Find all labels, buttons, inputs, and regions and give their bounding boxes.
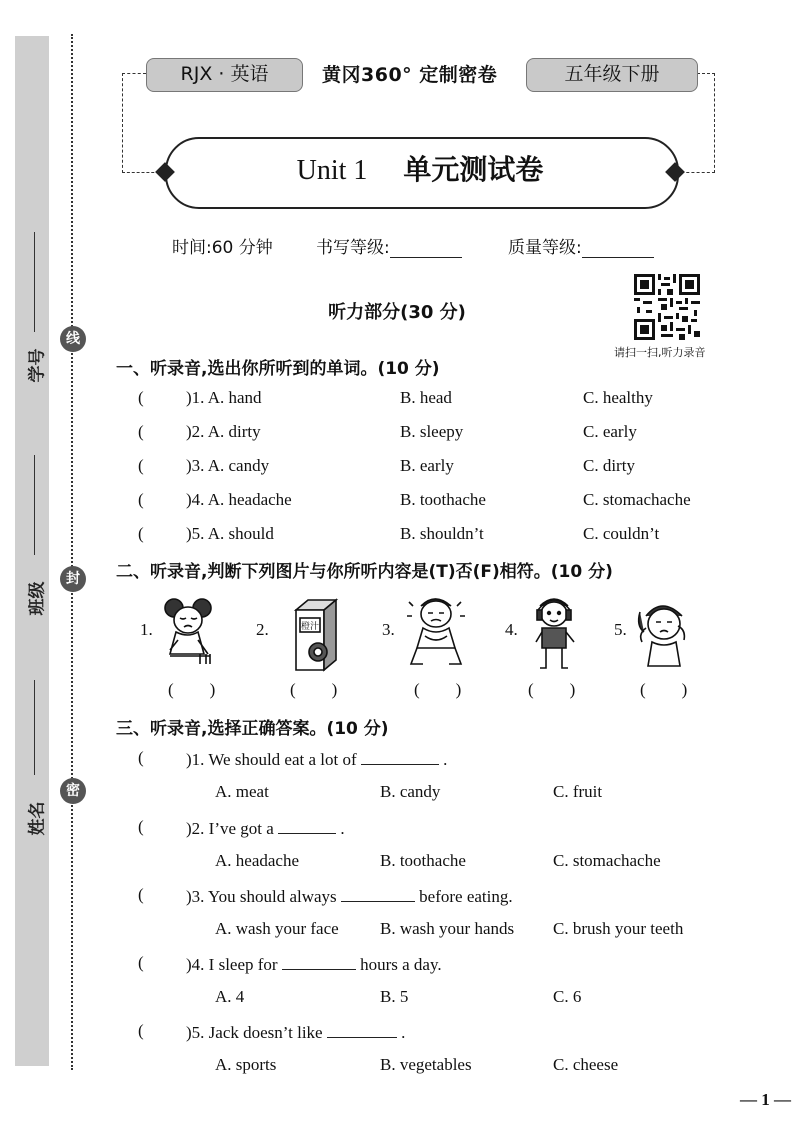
quality-grade: 质量等级: bbox=[508, 233, 654, 258]
test-name: 单元测试卷 bbox=[403, 155, 544, 186]
choice-a: A. headache bbox=[215, 851, 300, 870]
header-dash bbox=[714, 73, 715, 173]
writing-grade: 书写等级: bbox=[316, 233, 462, 258]
choice-a: A. 4 bbox=[215, 987, 245, 1006]
answer-bracket[interactable]: ( bbox=[138, 1021, 144, 1040]
question-option-c: C. stomachache bbox=[583, 490, 691, 509]
question-option-a: )4. A. headache bbox=[186, 490, 292, 509]
grade-pill: 五年级下册 bbox=[526, 58, 698, 92]
question-option-b: B. head bbox=[400, 388, 452, 407]
question-option-a: )3. A. candy bbox=[186, 456, 270, 475]
question-stem: )2. I’ve got a . bbox=[186, 819, 345, 838]
juice-carton-label: 橙汁 bbox=[300, 622, 320, 632]
pic-number: 5. bbox=[614, 620, 627, 639]
fill-blank[interactable] bbox=[282, 953, 356, 970]
question-option-b: B. sleepy bbox=[400, 422, 464, 441]
seal-secret-badge: 密 bbox=[60, 778, 86, 804]
fill-blank[interactable] bbox=[361, 748, 439, 765]
choice-b: B. vegetables bbox=[380, 1055, 472, 1074]
part1-title: 一、听录音,选出你所听到的单词。(10 分) bbox=[116, 359, 440, 379]
question-stem: )4. I sleep for hours a day. bbox=[186, 955, 442, 974]
time-info: 时间:60 分钟 bbox=[172, 238, 273, 258]
student-id-label: 学号 bbox=[27, 348, 48, 383]
choice-c: C. fruit bbox=[553, 782, 603, 801]
page-number: — 1 — bbox=[740, 1090, 791, 1109]
writing-grade-field[interactable] bbox=[390, 240, 462, 258]
seal-line-badge: 线 bbox=[60, 326, 86, 352]
fill-blank[interactable] bbox=[278, 817, 336, 834]
question-option-c: C. healthy bbox=[583, 388, 653, 407]
choice-c: C. 6 bbox=[553, 987, 582, 1006]
answer-bracket[interactable]: ( ) bbox=[640, 680, 688, 699]
answer-bracket[interactable]: ( bbox=[138, 456, 144, 475]
page-title bbox=[165, 148, 675, 188]
unit-label: Unit 1 bbox=[296, 155, 368, 186]
answer-bracket[interactable]: ( ) bbox=[528, 680, 576, 699]
choice-b: B. wash your hands bbox=[380, 919, 515, 938]
choice-c: C. brush your teeth bbox=[553, 919, 684, 938]
pic-number: 3. bbox=[382, 620, 395, 639]
girl-with-toothache-icon bbox=[632, 596, 694, 668]
qr-code-icon[interactable] bbox=[634, 274, 700, 340]
quality-grade-field[interactable] bbox=[582, 240, 654, 258]
pic-number: 1. bbox=[140, 620, 153, 639]
boy-with-stomachache-icon bbox=[403, 592, 469, 672]
name-label: 姓名 bbox=[27, 801, 48, 836]
class-line bbox=[34, 455, 35, 555]
question-option-a: )5. A. should bbox=[186, 524, 274, 543]
boy-with-headphones-icon bbox=[528, 592, 580, 674]
pic-number: 2. bbox=[256, 620, 269, 639]
answer-bracket[interactable]: ( bbox=[138, 388, 144, 407]
answer-bracket[interactable]: ( bbox=[138, 953, 144, 972]
header-dash bbox=[122, 73, 123, 173]
choice-a: A. wash your face bbox=[215, 919, 339, 938]
header-dash bbox=[122, 73, 146, 74]
header-dash bbox=[697, 73, 715, 74]
answer-bracket[interactable]: ( ) bbox=[414, 680, 462, 699]
question-option-c: C. early bbox=[583, 422, 637, 441]
girl-sitting-sad-icon bbox=[158, 596, 218, 668]
answer-bracket[interactable]: ( bbox=[138, 817, 144, 836]
question-option-b: B. early bbox=[400, 456, 454, 475]
question-option-b: B. toothache bbox=[400, 490, 486, 509]
pic-number: 4. bbox=[505, 620, 518, 639]
series-title: 黄冈360° 定制密卷 bbox=[322, 64, 498, 86]
name-line bbox=[34, 680, 35, 775]
listening-heading: 听力部分(30 分) bbox=[328, 302, 466, 323]
binding-margin bbox=[15, 36, 49, 1066]
answer-bracket[interactable]: ( bbox=[138, 422, 144, 441]
answer-bracket[interactable]: ( bbox=[138, 885, 144, 904]
juice-carton-icon bbox=[288, 596, 344, 674]
answer-bracket[interactable]: ( ) bbox=[290, 680, 338, 699]
question-option-a: )2. A. dirty bbox=[186, 422, 261, 441]
fill-blank[interactable] bbox=[327, 1021, 397, 1038]
subject-pill: RJX · 英语 bbox=[146, 58, 303, 92]
choice-b: B. toothache bbox=[380, 851, 466, 870]
choice-a: A. sports bbox=[215, 1055, 277, 1074]
question-option-a: )1. A. hand bbox=[186, 388, 262, 407]
cut-line bbox=[71, 34, 73, 1070]
choice-c: C. stomachache bbox=[553, 851, 661, 870]
question-stem: )3. You should always before eating. bbox=[186, 887, 513, 906]
question-option-b: B. shouldn’t bbox=[400, 524, 484, 543]
answer-bracket[interactable]: ( bbox=[138, 524, 144, 543]
fill-blank[interactable] bbox=[341, 885, 415, 902]
question-option-c: C. dirty bbox=[583, 456, 635, 475]
part2-title: 二、听录音,判断下列图片与你所听内容是(T)否(F)相符。(10 分) bbox=[116, 562, 613, 582]
choice-b: B. candy bbox=[380, 782, 441, 801]
seal-seal-badge: 封 bbox=[60, 566, 86, 592]
choice-a: A. meat bbox=[215, 782, 269, 801]
choice-c: C. cheese bbox=[553, 1055, 619, 1074]
answer-bracket[interactable]: ( bbox=[138, 748, 144, 767]
question-stem: )5. Jack doesn’t like . bbox=[186, 1023, 406, 1042]
question-option-c: C. couldn’t bbox=[583, 524, 660, 543]
answer-bracket[interactable]: ( bbox=[138, 490, 144, 509]
class-label: 班级 bbox=[27, 581, 48, 616]
answer-bracket[interactable]: ( ) bbox=[168, 680, 216, 699]
choice-b: B. 5 bbox=[380, 987, 409, 1006]
qr-caption: 请扫一扫,听力录音 bbox=[614, 346, 706, 359]
part3-title: 三、听录音,选择正确答案。(10 分) bbox=[116, 719, 389, 739]
question-stem: )1. We should eat a lot of . bbox=[186, 750, 448, 769]
